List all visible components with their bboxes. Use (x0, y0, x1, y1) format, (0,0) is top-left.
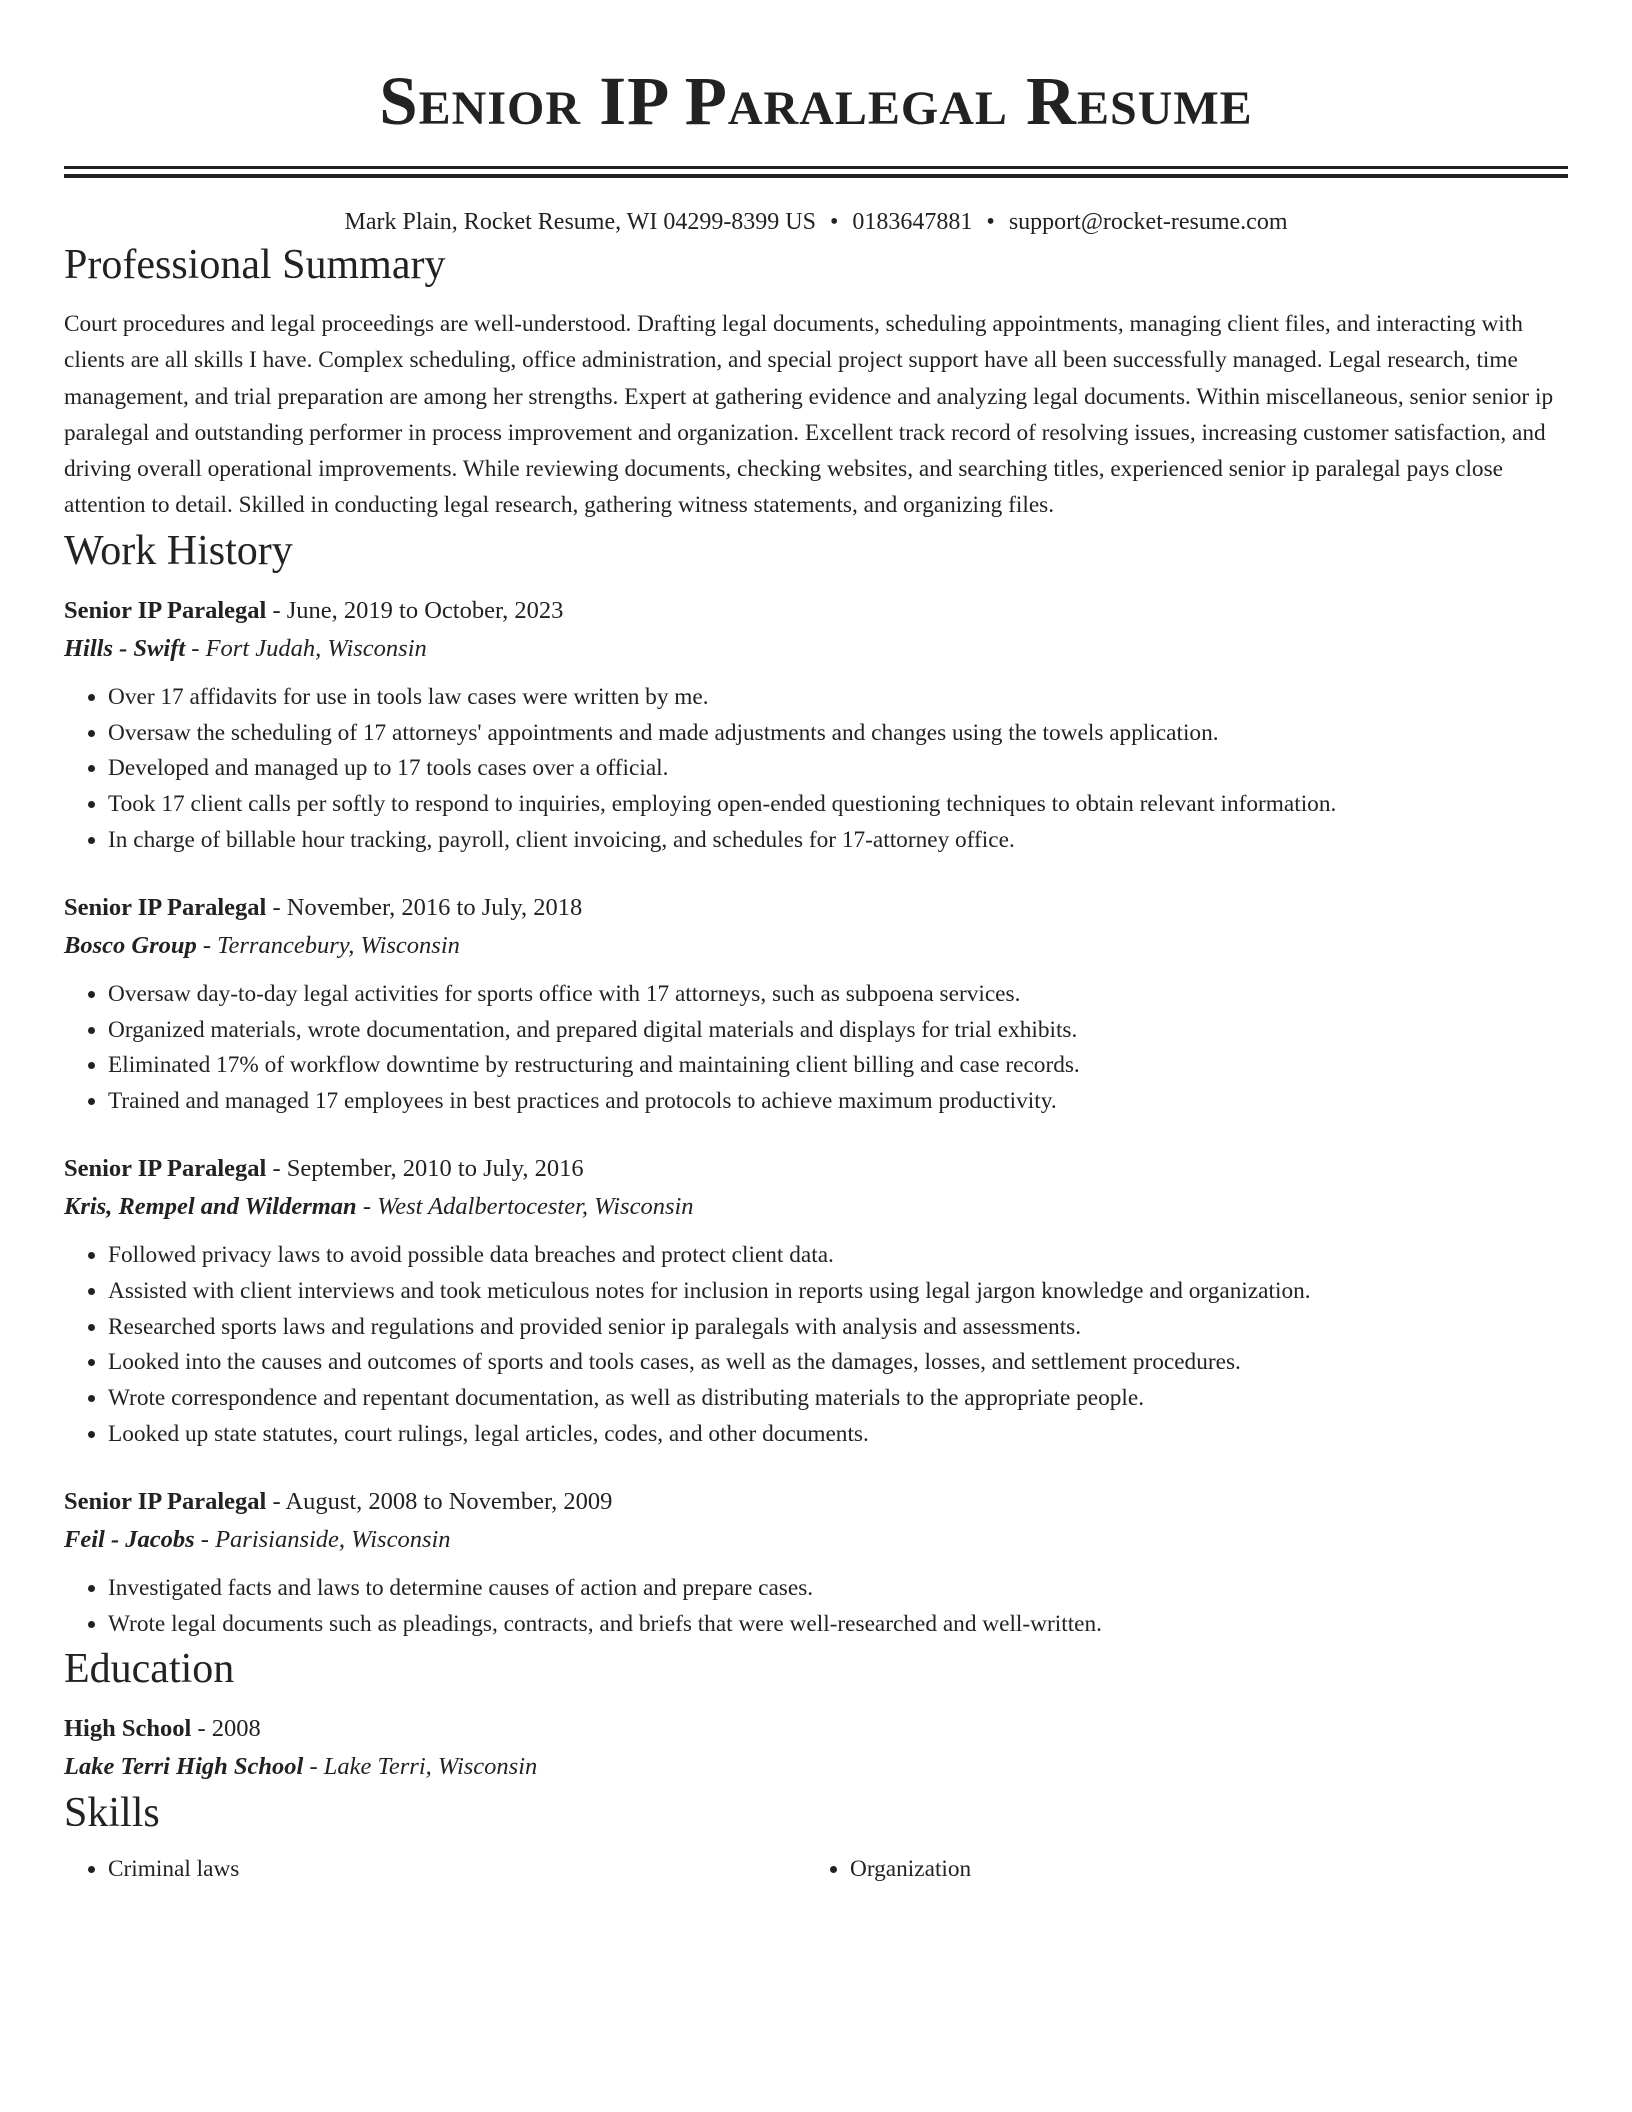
job-dates: - June, 2019 to October, 2023 (266, 596, 564, 624)
job-title-line (64, 1483, 1568, 1521)
job-title-line (64, 592, 1568, 630)
job-title: Senior IP Paralegal (64, 596, 267, 624)
education-school-line (64, 1748, 1568, 1786)
job-bullet: • Over 17 affidavits for use in tools law cases were written by me. (108, 680, 1568, 716)
contact-phone: 0183647881 (852, 209, 973, 235)
job-bullet: • Trained and managed 17 employees in best practices and protocols to achieve maximum productivity. (108, 1084, 1568, 1120)
job-bullet: • Looked up state statutes, court rulings, legal articles, codes, and other documents. (108, 1417, 1568, 1453)
job-location: - Fort Judah, Wisconsin (185, 634, 427, 662)
job-location: - Terrancebury, Wisconsin (196, 931, 460, 959)
job-location: - West Adalbertocester, Wisconsin (356, 1192, 694, 1220)
education-degree-line (64, 1710, 1568, 1748)
job-bullet: • Followed privacy laws to avoid possible data breaches and protect client data. (108, 1238, 1568, 1274)
job-entry (64, 889, 1568, 1120)
job-entry (64, 592, 1568, 859)
contact-separator: • (986, 209, 995, 235)
job-dates: - November, 2016 to July, 2018 (266, 893, 583, 921)
education-location: - Lake Terri, Wisconsin (303, 1753, 538, 1781)
resume-title: Senior IP Paralegal Resume (379, 63, 1253, 139)
education-heading: Education (64, 1646, 235, 1693)
job-bullets (64, 1238, 1568, 1453)
job-title: Senior IP Paralegal (64, 893, 267, 921)
education-entry (64, 1710, 1568, 1786)
job-bullets (64, 977, 1568, 1120)
skills-list-left (64, 1852, 806, 1888)
job-bullet: • Oversaw day-to-day legal activities for sports office with 17 attorneys, such as subpoena services. (108, 977, 1568, 1013)
job-bullets (64, 680, 1568, 859)
job-bullet: • In charge of billable hour tracking, payroll, client invoicing, and schedules for 17-attorney office. (108, 823, 1568, 859)
job-bullet: • Investigated facts and laws to determine causes of action and prepare cases. (108, 1571, 1568, 1607)
skill-item: • Organization (850, 1852, 1548, 1888)
skills-list-right (806, 1852, 1548, 1888)
job-dates: - August, 2008 to November, 2009 (266, 1487, 613, 1515)
job-bullet: • Took 17 client calls per softly to respond to inquiries, employing open-ended questioning techniques to obtain relevant information. (108, 787, 1568, 823)
resume-page (64, 0, 1568, 1888)
job-bullet: • Wrote legal documents such as pleadings, contracts, and briefs that were well-researched and well-written. (108, 1607, 1568, 1643)
job-company: Feil - Jacobs (64, 1525, 195, 1553)
title-divider-bottom (64, 174, 1568, 178)
job-company-line (64, 1521, 1568, 1559)
job-entry (64, 1150, 1568, 1453)
skill-item: • Criminal laws (108, 1852, 806, 1888)
education-school: Lake Terri High School (64, 1753, 304, 1781)
job-company-line (64, 927, 1568, 965)
job-entry (64, 1483, 1568, 1643)
job-company: Kris, Rempel and Wilderman (64, 1192, 357, 1220)
job-bullet: • Assisted with client interviews and took meticulous notes for inclusion in reports using legal jargon knowledge and organization. (108, 1274, 1568, 1310)
job-bullets (64, 1571, 1568, 1643)
skills-grid (64, 1852, 1568, 1888)
contact-address: Mark Plain, Rocket Resume, WI 04299-8399 US (344, 209, 816, 235)
contact-email: support@rocket-resume.com (1008, 209, 1288, 235)
job-company-line (64, 1188, 1568, 1226)
job-title-line (64, 1150, 1568, 1188)
work-history-heading: Work History (64, 527, 293, 574)
job-bullet: • Developed and managed up to 17 tools cases over a official. (108, 751, 1568, 787)
skills-heading: Skills (64, 1790, 160, 1837)
job-title-line (64, 889, 1568, 927)
education-degree: High School (64, 1715, 192, 1743)
job-bullet: • Wrote correspondence and repentant documentation, as well as distributing materials to the appropriate people. (108, 1381, 1568, 1417)
job-bullet: • Organized materials, wrote documentation, and prepared digital materials and displays for trial exhibits. (108, 1013, 1568, 1049)
job-bullet: • Researched sports laws and regulations and provided senior ip paralegals with analysis and assessments. (108, 1310, 1568, 1346)
summary-text: Court procedures and legal proceedings are well-understood. Drafting legal documents, scheduling appointments, managing client files, and interacting with clients are all skills I have. Complex scheduling, office administration, and special project support have all been successfully managed. Legal research, time management, and trial preparation are among her strengths. Expert at gathering evidence and analyzing legal documents. Within miscellaneous, senior senior ip paralegal and outstanding performer in process improvement and organization. Excellent track record of resolving issues, increasing customer satisfaction, and driving overall operational improvements. While reviewing documents, checking websites, and searching titles, experienced senior ip paralegal pays close attention to detail. Skilled in conducting legal research, gathering witness statements, and organizing files. (64, 311, 1554, 519)
skills-column-right (806, 1852, 1548, 1888)
job-company: Bosco Group (64, 931, 197, 959)
job-title: Senior IP Paralegal (64, 1487, 267, 1515)
education-year: - 2008 (191, 1715, 261, 1743)
job-company-line (64, 630, 1568, 668)
skills-column-left (64, 1852, 806, 1888)
summary-heading: Professional Summary (64, 242, 446, 288)
contact-separator: • (830, 209, 839, 235)
job-title: Senior IP Paralegal (64, 1154, 267, 1182)
job-dates: - September, 2010 to July, 2016 (266, 1154, 584, 1182)
job-bullet: • Eliminated 17% of workflow downtime by restructuring and maintaining client billing and case records. (108, 1048, 1568, 1084)
job-location: - Parisianside, Wisconsin (194, 1525, 451, 1553)
contact-line (64, 206, 1568, 238)
job-company: Hills - Swift (64, 634, 186, 662)
job-bullet: • Looked into the causes and outcomes of sports and tools cases, as well as the damages, losses, and settlement procedures. (108, 1345, 1568, 1381)
job-bullet: • Oversaw the scheduling of 17 attorneys' appointments and made adjustments and changes using the towels application. (108, 716, 1568, 752)
